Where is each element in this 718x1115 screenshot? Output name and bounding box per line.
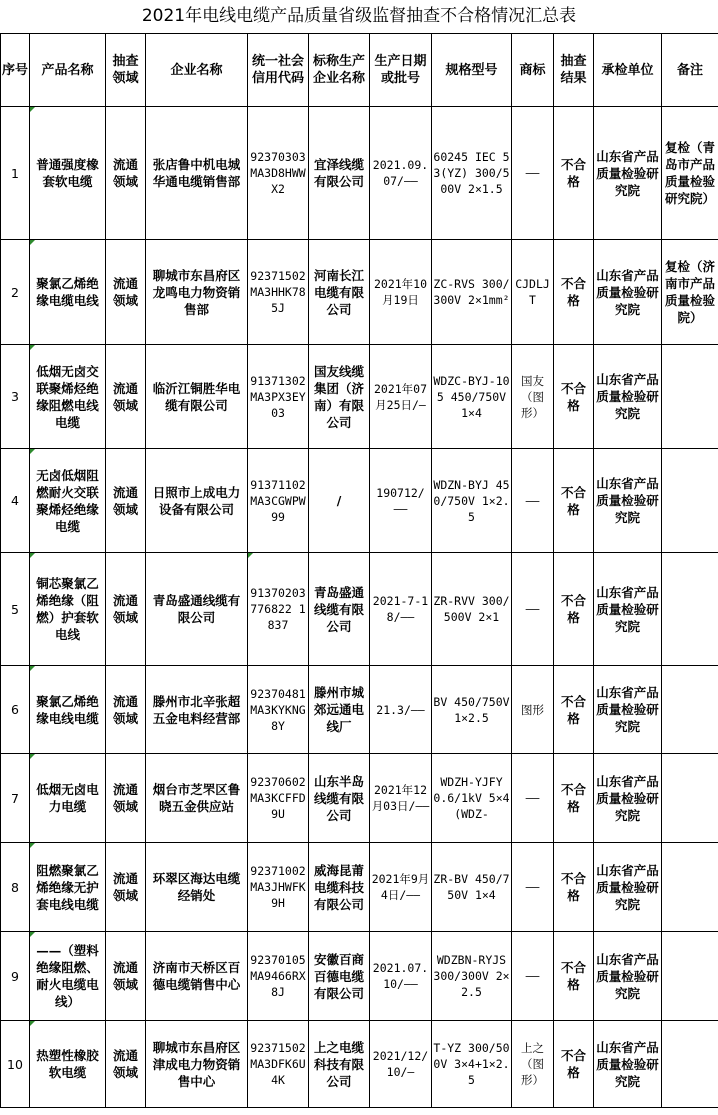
cell-brand: —— <box>512 843 554 932</box>
cell-result: 不合格 <box>554 240 594 345</box>
cell-field: 流通领域 <box>106 1021 146 1108</box>
cell-marker-icon <box>30 240 35 245</box>
cell-company: 临沂江铜胜华电缆有限公司 <box>146 345 248 449</box>
cell-lab: 山东省产品质量检验研究院 <box>594 932 662 1021</box>
cell-code: 92370602MA3KCFFD9U <box>248 754 309 843</box>
cell-company: 张店鲁中机电城华通电缆销售部 <box>146 107 248 240</box>
cell-code: 91370203776822 1837 <box>248 553 309 666</box>
cell-maker: 上之电缆科技有限公司 <box>309 1021 370 1108</box>
cell-brand: 上之（图形） <box>512 1021 554 1108</box>
cell-note <box>662 345 718 449</box>
cell-result: 不合格 <box>554 107 594 240</box>
cell-field: 流通领域 <box>106 666 146 754</box>
cell-product: ——（塑料绝缘阻燃、耐火电缆电线） <box>30 932 106 1021</box>
cell-spec: WDZBN-RYJS 300/300V 2×2.5 <box>432 932 512 1021</box>
cell-date: 190712/—— <box>370 449 432 553</box>
cell-lab: 山东省产品质量检验研究院 <box>594 240 662 345</box>
cell-no: 10 <box>1 1021 30 1108</box>
column-header: 标称生产企业名称 <box>309 34 370 107</box>
cell-lab: 山东省产品质量检验研究院 <box>594 754 662 843</box>
cell-result: 不合格 <box>554 932 594 1021</box>
cell-field: 流通领域 <box>106 932 146 1021</box>
cell-code: 92371502MA3HHK785J <box>248 240 309 345</box>
cell-result: 不合格 <box>554 754 594 843</box>
cell-no: 9 <box>1 932 30 1021</box>
cell-company: 滕州市北辛张超五金电料经营部 <box>146 666 248 754</box>
cell-company: 聊城市东昌府区龙鸣电力物资销售部 <box>146 240 248 345</box>
column-header: 生产日期或批号 <box>370 34 432 107</box>
cell-brand: —— <box>512 107 554 240</box>
table-row <box>1 754 718 843</box>
cell-spec: WDZC-BYJ-105 450/750V 1×4 <box>432 345 512 449</box>
cell-code: 91371302MA3PX3EY03 <box>248 345 309 449</box>
cell-maker: 国友线缆集团（济南）有限公司 <box>309 345 370 449</box>
summary-table <box>0 33 718 1108</box>
cell-product: 低烟无卤交联聚烯烃绝缘阻燃电线电缆 <box>30 345 106 449</box>
table-row <box>1 449 718 553</box>
cell-code: 92371502MA3DFK6U4K <box>248 1021 309 1108</box>
cell-product: 阻燃聚氯乙烯绝缘无护套电线电缆 <box>30 843 106 932</box>
cell-brand: 图形 <box>512 666 554 754</box>
cell-no: 5 <box>1 553 30 666</box>
table-row <box>1 107 718 240</box>
table-row <box>1 843 718 932</box>
cell-note <box>662 553 718 666</box>
column-header: 抽查结果 <box>554 34 594 107</box>
cell-field: 流通领域 <box>106 553 146 666</box>
cell-marker-icon <box>30 754 35 759</box>
table-row <box>1 932 718 1021</box>
cell-spec: ZC-RVS 300/300V 2×1mm² <box>432 240 512 345</box>
cell-field: 流通领域 <box>106 449 146 553</box>
column-header: 商标 <box>512 34 554 107</box>
cell-code: 92371002MA3JHWFK9H <box>248 843 309 932</box>
cell-maker: 河南长江电缆有限公司 <box>309 240 370 345</box>
table-row <box>1 1021 718 1108</box>
cell-date: 2021-7-18/—— <box>370 553 432 666</box>
cell-field: 流通领域 <box>106 107 146 240</box>
cell-spec: ZR-BV 450/750V 1×4 <box>432 843 512 932</box>
cell-spec: WDZN-BYJ 450/750V 1×2.5 <box>432 449 512 553</box>
cell-note: 复检（青岛市产品质量检验研究院） <box>662 107 718 240</box>
cell-note <box>662 449 718 553</box>
cell-brand: —— <box>512 932 554 1021</box>
cell-brand: CJDLJT <box>512 240 554 345</box>
column-header: 规格型号 <box>432 34 512 107</box>
cell-marker-icon <box>30 1021 35 1026</box>
table-row <box>1 666 718 754</box>
cell-maker: 滕州市城郊远通电线厂 <box>309 666 370 754</box>
cell-product: 聚氯乙烯绝缘电缆电线 <box>30 240 106 345</box>
cell-brand: 国友（图形） <box>512 345 554 449</box>
cell-no: 6 <box>1 666 30 754</box>
cell-field: 流通领域 <box>106 345 146 449</box>
cell-note <box>662 932 718 1021</box>
cell-marker-icon <box>248 553 253 558</box>
cell-product: 热塑性橡胶软电缆 <box>30 1021 106 1108</box>
cell-spec: WDZH-YJFY 0.6/1kV 5×4(WDZ- <box>432 754 512 843</box>
cell-date: 2021年07月25日/— <box>370 345 432 449</box>
cell-code: 92370303MA3D8HWWX2 <box>248 107 309 240</box>
cell-brand: —— <box>512 754 554 843</box>
cell-date: 2021年9月4日/—— <box>370 843 432 932</box>
table-row <box>1 240 718 345</box>
cell-maker: 山东半岛线缆有限公司 <box>309 754 370 843</box>
header-row <box>1 34 718 107</box>
cell-field: 流通领域 <box>106 843 146 932</box>
cell-company: 日照市上成电力设备有限公司 <box>146 449 248 553</box>
cell-product: 铜芯聚氯乙烯绝缘（阻燃）护套软电线 <box>30 553 106 666</box>
cell-no: 8 <box>1 843 30 932</box>
column-header: 统一社会信用代码 <box>248 34 309 107</box>
cell-note <box>662 666 718 754</box>
cell-lab: 山东省产品质量检验研究院 <box>594 107 662 240</box>
cell-product: 普通强度橡套软电缆 <box>30 107 106 240</box>
cell-company: 聊城市东昌府区津成电力物资销售中心 <box>146 1021 248 1108</box>
cell-code: 92370481MA3KYKNG8Y <box>248 666 309 754</box>
cell-result: 不合格 <box>554 345 594 449</box>
cell-maker: / <box>309 449 370 553</box>
page-title: 2021年电线电缆产品质量省级监督抽查不合格情况汇总表 <box>141 6 577 26</box>
cell-no: 4 <box>1 449 30 553</box>
cell-field: 流通领域 <box>106 240 146 345</box>
cell-date: 2021.09.07/—— <box>370 107 432 240</box>
cell-result: 不合格 <box>554 449 594 553</box>
cell-spec: 60245 IEC 53(YZ) 300/500V 2×1.5 <box>432 107 512 240</box>
cell-marker-icon <box>30 449 35 454</box>
cell-spec: ZR-RVV 300/500V 2×1 <box>432 553 512 666</box>
cell-marker-icon <box>30 932 35 937</box>
cell-spec: BV 450/750V 1×2.5 <box>432 666 512 754</box>
cell-lab: 山东省产品质量检验研究院 <box>594 345 662 449</box>
cell-result: 不合格 <box>554 666 594 754</box>
cell-lab: 山东省产品质量检验研究院 <box>594 553 662 666</box>
cell-lab: 山东省产品质量检验研究院 <box>594 449 662 553</box>
cell-lab: 山东省产品质量检验研究院 <box>594 843 662 932</box>
column-header: 序号 <box>1 34 30 107</box>
cell-note <box>662 843 718 932</box>
cell-spec: T-YZ 300/500V 3×4+1×2.5 <box>432 1021 512 1108</box>
column-header: 企业名称 <box>146 34 248 107</box>
cell-marker-icon <box>30 666 35 671</box>
cell-lab: 山东省产品质量检验研究院 <box>594 666 662 754</box>
cell-note: 复检（济南市产品质量检验院） <box>662 240 718 345</box>
cell-no: 1 <box>1 107 30 240</box>
cell-result: 不合格 <box>554 843 594 932</box>
cell-maker: 威海昆莆电缆科技有限公司 <box>309 843 370 932</box>
cell-product: 无卤低烟阻燃耐火交联聚烯烃绝缘电缆 <box>30 449 106 553</box>
cell-brand: —— <box>512 449 554 553</box>
cell-field: 流通领域 <box>106 754 146 843</box>
column-header: 备注 <box>662 34 718 107</box>
cell-maker: 安徽百商百德电缆有限公司 <box>309 932 370 1021</box>
cell-company: 烟台市芝罘区鲁晓五金供应站 <box>146 754 248 843</box>
cell-no: 2 <box>1 240 30 345</box>
table-row <box>1 553 718 666</box>
cell-no: 3 <box>1 345 30 449</box>
cell-company: 济南市天桥区百德电缆销售中心 <box>146 932 248 1021</box>
column-header: 产品名称 <box>30 34 106 107</box>
cell-product: 聚氯乙烯绝缘电线电缆 <box>30 666 106 754</box>
cell-date: 2021年10月19日 <box>370 240 432 345</box>
column-header: 承检单位 <box>594 34 662 107</box>
cell-company: 青岛盛通线缆有限公司 <box>146 553 248 666</box>
cell-date: 2021年12月03日/—— <box>370 754 432 843</box>
cell-result: 不合格 <box>554 553 594 666</box>
cell-marker-icon <box>30 107 35 112</box>
cell-code: 92370105MA9466RX8J <box>248 932 309 1021</box>
cell-no: 7 <box>1 754 30 843</box>
cell-maker: 青岛盛通线缆有限公司 <box>309 553 370 666</box>
cell-marker-icon <box>30 553 35 558</box>
cell-marker-icon <box>30 843 35 848</box>
cell-date: 21.3/—— <box>370 666 432 754</box>
cell-company: 环翠区海达电缆经销处 <box>146 843 248 932</box>
cell-lab: 山东省产品质量检验研究院 <box>594 1021 662 1108</box>
cell-note <box>662 754 718 843</box>
column-header: 抽查领域 <box>106 34 146 107</box>
cell-product: 低烟无卤电力电缆 <box>30 754 106 843</box>
cell-brand: —— <box>512 553 554 666</box>
cell-result: 不合格 <box>554 1021 594 1108</box>
cell-note <box>662 1021 718 1108</box>
cell-marker-icon <box>30 345 35 350</box>
cell-date: 2021.07.10/—— <box>370 932 432 1021</box>
cell-maker: 宜泽线缆有限公司 <box>309 107 370 240</box>
cell-date: 2021/12/10/— <box>370 1021 432 1108</box>
table-row <box>1 345 718 449</box>
cell-code: 91371102MA3CGWPW99 <box>248 449 309 553</box>
